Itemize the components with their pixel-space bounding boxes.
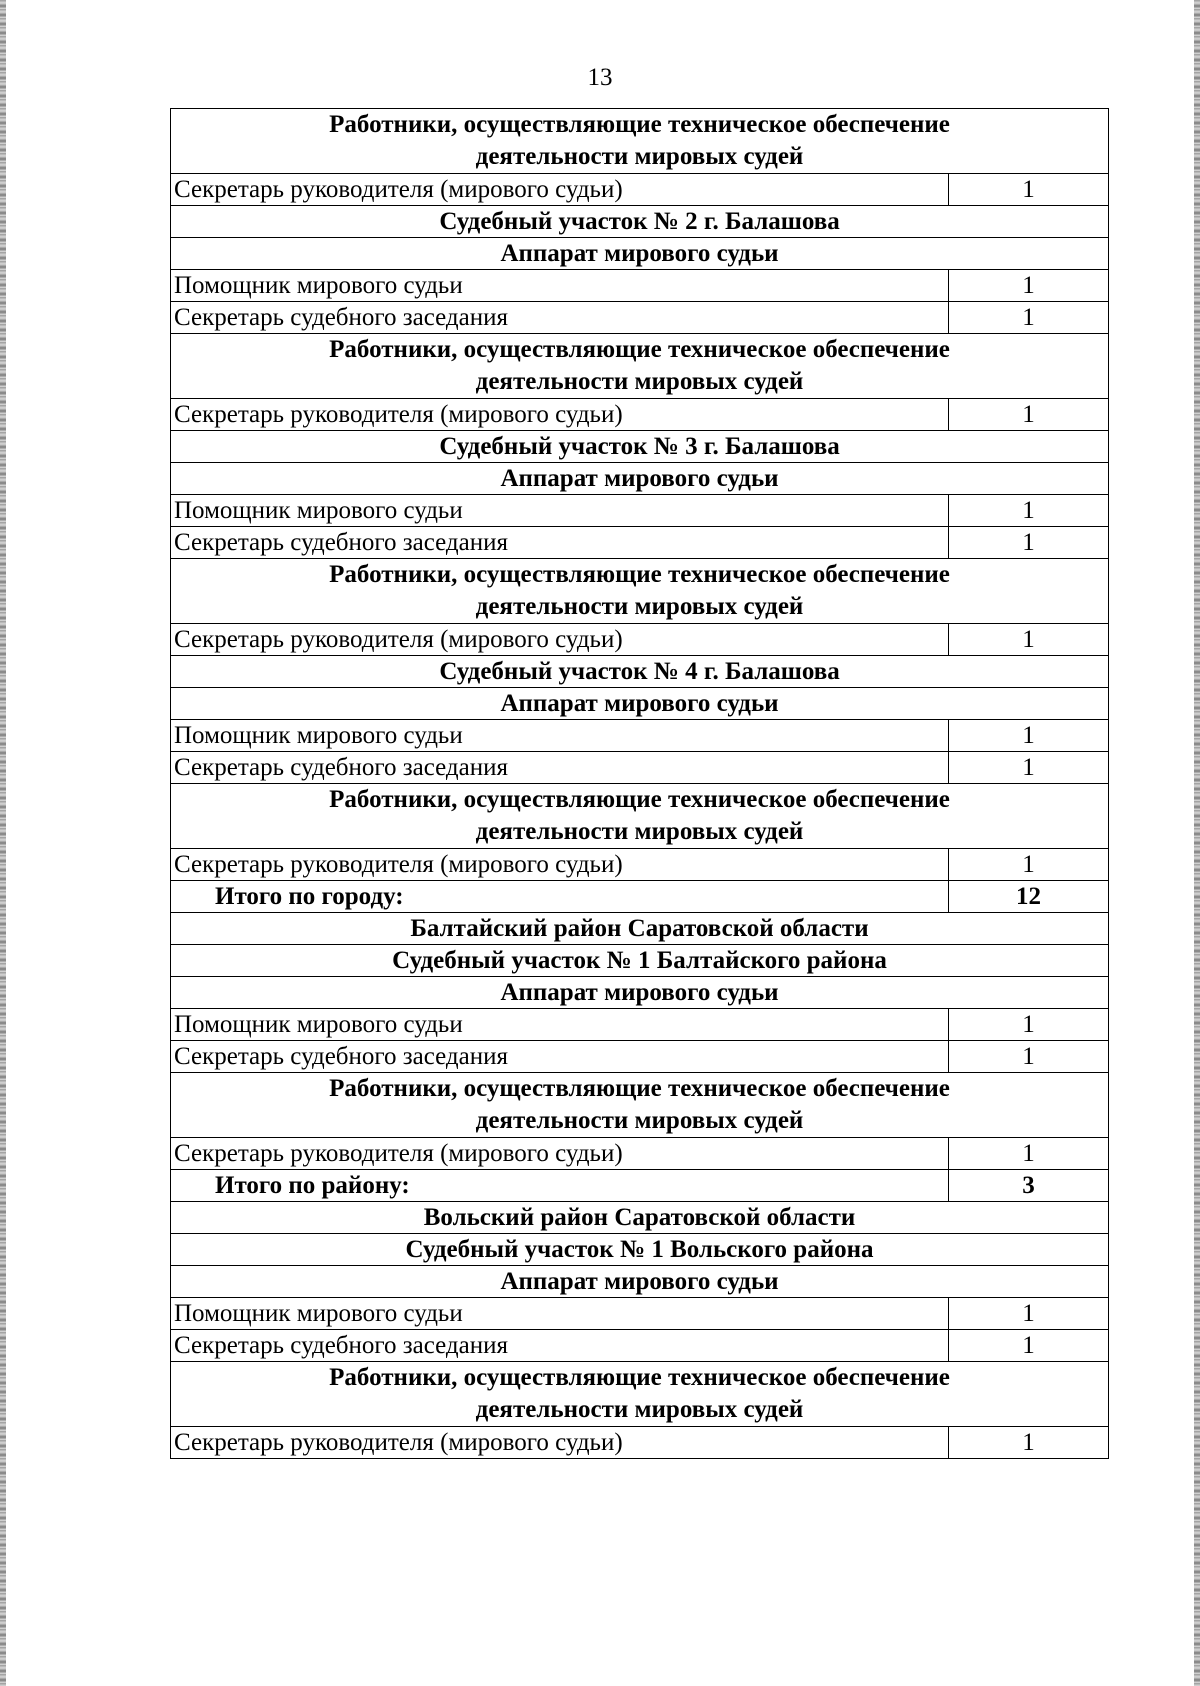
position-quantity: 1 bbox=[949, 1330, 1109, 1362]
position-name: Секретарь судебного заседания bbox=[171, 302, 949, 334]
section-header-line: Работники, осуществляющие техническое обеспечение bbox=[329, 786, 950, 813]
section-header-line: Работники, осуществляющие техническое обеспечение bbox=[329, 1075, 950, 1102]
section-header bbox=[171, 334, 1109, 399]
section-header bbox=[171, 1073, 1109, 1138]
section-header: Аппарат мирового судьи bbox=[171, 1266, 1109, 1298]
section-header-line: Работники, осуществляющие техническое обеспечение bbox=[329, 1364, 950, 1391]
section-header bbox=[171, 784, 1109, 849]
position-quantity: 1 bbox=[949, 1041, 1109, 1073]
section-header: Аппарат мирового судьи bbox=[171, 463, 1109, 495]
position-quantity: 1 bbox=[949, 1138, 1109, 1170]
position-name: Секретарь судебного заседания bbox=[171, 1041, 949, 1073]
section-header-row bbox=[171, 238, 1109, 270]
total-label: Итого по району: bbox=[171, 1170, 949, 1202]
table-row bbox=[171, 849, 1109, 881]
section-header-row bbox=[171, 431, 1109, 463]
section-header-row bbox=[171, 1362, 1109, 1427]
position-quantity: 1 bbox=[949, 399, 1109, 431]
section-header-row bbox=[171, 913, 1109, 945]
section-header-row bbox=[171, 463, 1109, 495]
section-header-line: деятельности мировых судей bbox=[475, 593, 804, 620]
section-header bbox=[171, 559, 1109, 624]
position-name: Секретарь судебного заседания bbox=[171, 752, 949, 784]
position-quantity: 1 bbox=[949, 1427, 1109, 1459]
section-header-line: деятельности мировых судей bbox=[475, 1107, 804, 1134]
section-header: Судебный участок № 2 г. Балашова bbox=[171, 206, 1109, 238]
position-quantity: 1 bbox=[949, 752, 1109, 784]
table-row bbox=[171, 399, 1109, 431]
section-header bbox=[171, 1362, 1109, 1427]
position-quantity: 1 bbox=[949, 495, 1109, 527]
position-quantity: 1 bbox=[949, 624, 1109, 656]
section-header-line: Работники, осуществляющие техническое обеспечение bbox=[329, 336, 950, 363]
section-header: Аппарат мирового судьи bbox=[171, 977, 1109, 1009]
table-row bbox=[171, 720, 1109, 752]
staffing-table bbox=[170, 108, 1109, 1459]
position-quantity: 1 bbox=[949, 270, 1109, 302]
section-header-row bbox=[171, 945, 1109, 977]
total-row bbox=[171, 1170, 1109, 1202]
total-value: 3 bbox=[949, 1170, 1109, 1202]
scan-edge-right bbox=[1194, 0, 1200, 1686]
section-header: Аппарат мирового судьи bbox=[171, 688, 1109, 720]
section-header-line: деятельности мировых судей bbox=[475, 818, 804, 845]
table-row bbox=[171, 174, 1109, 206]
section-header-row bbox=[171, 334, 1109, 399]
table-row bbox=[171, 527, 1109, 559]
table-row bbox=[171, 1041, 1109, 1073]
position-name: Секретарь руководителя (мирового судьи) bbox=[171, 1138, 949, 1170]
section-header-line: Работники, осуществляющие техническое обеспечение bbox=[329, 561, 950, 588]
table-row bbox=[171, 270, 1109, 302]
position-name: Помощник мирового судьи bbox=[171, 270, 949, 302]
position-name: Помощник мирового судьи bbox=[171, 720, 949, 752]
total-label: Итого по городу: bbox=[171, 881, 949, 913]
section-header-row bbox=[171, 688, 1109, 720]
position-name: Секретарь руководителя (мирового судьи) bbox=[171, 174, 949, 206]
staffing-table-body bbox=[171, 109, 1109, 1459]
section-header-row bbox=[171, 977, 1109, 1009]
position-quantity: 1 bbox=[949, 302, 1109, 334]
scan-edge-left bbox=[0, 0, 6, 1686]
total-value: 12 bbox=[949, 881, 1109, 913]
table-row bbox=[171, 302, 1109, 334]
section-header-row bbox=[171, 784, 1109, 849]
section-header: Судебный участок № 1 Балтайского района bbox=[171, 945, 1109, 977]
section-header: Судебный участок № 1 Вольского района bbox=[171, 1234, 1109, 1266]
position-name: Секретарь судебного заседания bbox=[171, 1330, 949, 1362]
section-header-row bbox=[171, 206, 1109, 238]
section-header: Судебный участок № 3 г. Балашова bbox=[171, 431, 1109, 463]
position-name: Секретарь судебного заседания bbox=[171, 527, 949, 559]
section-header-line: деятельности мировых судей bbox=[475, 1396, 804, 1423]
table-row bbox=[171, 1330, 1109, 1362]
position-name: Секретарь руководителя (мирового судьи) bbox=[171, 1427, 949, 1459]
position-name: Помощник мирового судьи bbox=[171, 495, 949, 527]
section-header-line: деятельности мировых судей bbox=[475, 368, 804, 395]
section-header-row bbox=[171, 656, 1109, 688]
position-quantity: 1 bbox=[949, 720, 1109, 752]
position-quantity: 1 bbox=[949, 527, 1109, 559]
position-name: Помощник мирового судьи bbox=[171, 1009, 949, 1041]
table-row bbox=[171, 1009, 1109, 1041]
section-header-row bbox=[171, 109, 1109, 174]
total-row bbox=[171, 881, 1109, 913]
table-row bbox=[171, 1138, 1109, 1170]
table-row bbox=[171, 624, 1109, 656]
section-header: Вольский район Саратовской области bbox=[171, 1202, 1109, 1234]
position-quantity: 1 bbox=[949, 174, 1109, 206]
table-row bbox=[171, 752, 1109, 784]
position-quantity: 1 bbox=[949, 849, 1109, 881]
section-header-line: деятельности мировых судей bbox=[475, 143, 804, 170]
section-header-row bbox=[171, 1073, 1109, 1138]
section-header-line: Работники, осуществляющие техническое обеспечение bbox=[329, 111, 950, 138]
position-name: Помощник мирового судьи bbox=[171, 1298, 949, 1330]
section-header-row bbox=[171, 559, 1109, 624]
table-row bbox=[171, 1427, 1109, 1459]
page-number: 13 bbox=[587, 64, 613, 91]
position-quantity: 1 bbox=[949, 1298, 1109, 1330]
section-header-row bbox=[171, 1234, 1109, 1266]
position-name: Секретарь руководителя (мирового судьи) bbox=[171, 399, 949, 431]
section-header: Балтайский район Саратовской области bbox=[171, 913, 1109, 945]
section-header-row bbox=[171, 1202, 1109, 1234]
section-header bbox=[171, 109, 1109, 174]
position-quantity: 1 bbox=[949, 1009, 1109, 1041]
position-name: Секретарь руководителя (мирового судьи) bbox=[171, 849, 949, 881]
section-header: Судебный участок № 4 г. Балашова bbox=[171, 656, 1109, 688]
table-row bbox=[171, 495, 1109, 527]
section-header: Аппарат мирового судьи bbox=[171, 238, 1109, 270]
table-row bbox=[171, 1298, 1109, 1330]
position-name: Секретарь руководителя (мирового судьи) bbox=[171, 624, 949, 656]
section-header-row bbox=[171, 1266, 1109, 1298]
